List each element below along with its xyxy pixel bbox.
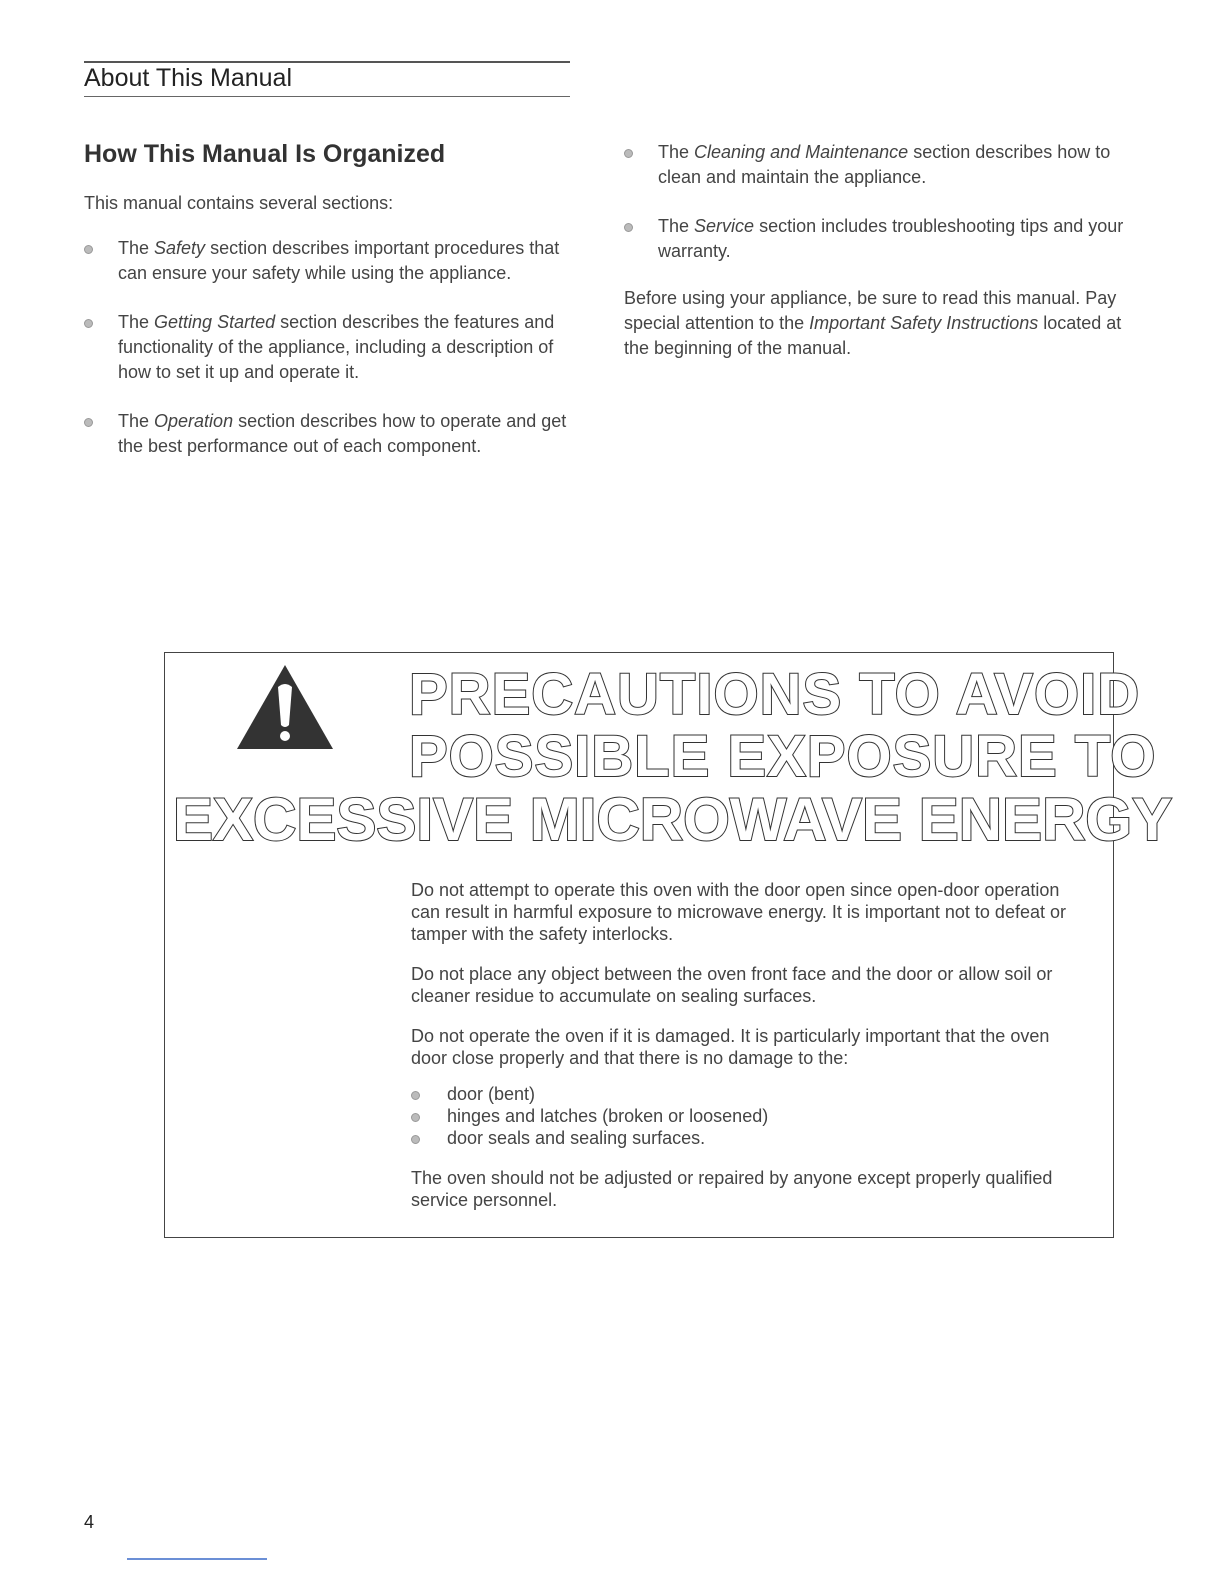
list-item: The Operation section describes how to operate and get the best performance out of each component. <box>84 409 584 459</box>
warning-paragraph-3: Do not operate the oven if it is damaged. It is particularly important that the oven door close properly and that there is no damage to the: <box>411 1026 1050 1068</box>
warning-title-line-3: EXCESSIVE MICROWAVE ENERGY <box>173 786 1173 853</box>
bullet-dot-icon <box>84 245 93 254</box>
list-item: door (bent) <box>411 1083 1081 1105</box>
header-rule-bottom <box>84 96 570 97</box>
list-item: hinges and latches (broken or loosened) <box>411 1105 1081 1127</box>
bullet-dot-icon <box>624 149 633 158</box>
left-column <box>84 140 584 459</box>
bullet-dot-icon <box>84 418 93 427</box>
warning-paragraph-1: Do not attempt to operate this oven with the door open since open-door operation can result in harmful exposure to microwave energy. It is important not to defeat or tamper with the safety interlocks. <box>411 880 1066 944</box>
footer-line <box>127 1558 267 1560</box>
list-item: The Getting Started section describes the features and functionality of the appliance, including a description of how to set it up and operate it. <box>84 310 584 385</box>
section-heading: How This Manual Is Organized <box>84 140 446 168</box>
list-item: The Safety section describes important procedures that can ensure your safety while using the appliance. <box>84 236 584 286</box>
warning-body <box>411 879 1081 1229</box>
list-item: The Service section includes troubleshooting tips and your warranty. <box>624 214 1134 264</box>
warning-title-line-1: PRECAUTIONS TO AVOID <box>409 662 1141 727</box>
damage-list <box>411 1083 1081 1149</box>
closing-paragraph: Before using your appliance, be sure to read this manual. Pay special attention to the Important Safety Instructions located at the beginning of the manual. <box>624 288 1122 358</box>
page-number: 4 <box>84 1512 95 1532</box>
bullet-dot-icon <box>411 1113 420 1122</box>
bullet-dot-icon <box>411 1091 420 1100</box>
page-header-title: About This Manual <box>84 64 292 92</box>
intro-lead: This manual contains several sections: <box>84 193 394 213</box>
sections-list-left <box>84 236 584 459</box>
list-item: The Cleaning and Maintenance section describes how to clean and maintain the appliance. <box>624 140 1134 190</box>
warning-title-line-2: POSSIBLE EXPOSURE TO <box>409 724 1157 789</box>
warning-paragraph-2: Do not place any object between the oven front face and the door or allow soil or cleaner residue to accumulate on sealing surfaces. <box>411 964 1053 1006</box>
bullet-dot-icon <box>624 223 633 232</box>
bullet-dot-icon <box>411 1135 420 1144</box>
list-item: door seals and sealing surfaces. <box>411 1127 1081 1149</box>
microwave-warning-box <box>164 652 1173 1238</box>
header-rule-top <box>84 61 570 63</box>
warning-paragraph-4: The oven should not be adjusted or repaired by anyone except properly qualified service personnel. <box>411 1168 1053 1210</box>
sections-list-right <box>624 140 1134 264</box>
bullet-dot-icon <box>84 319 93 328</box>
right-column <box>624 140 1134 361</box>
warning-triangle-icon <box>235 663 335 751</box>
